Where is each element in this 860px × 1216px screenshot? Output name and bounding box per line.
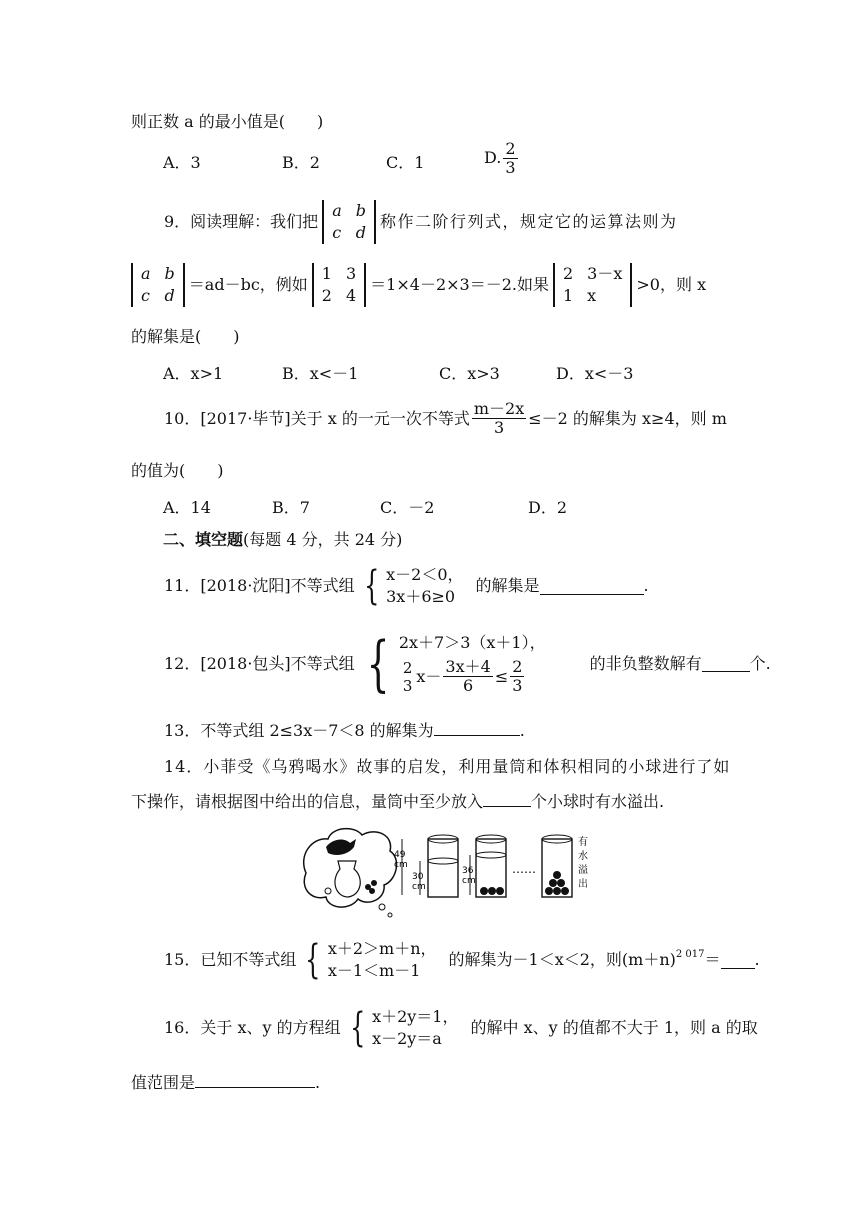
q11-tail: 的解集是: [475, 576, 540, 595]
label-overflow-3: 溢: [578, 865, 588, 876]
q11-system: [359, 564, 464, 608]
fraction-denominator: 3: [493, 418, 505, 437]
q15-lead: 15．已知不等式组: [164, 950, 297, 969]
fraction-3x4-6: [443, 658, 492, 695]
q8-stem: 则正数 a 的最小值是( ): [131, 112, 324, 131]
det-cell: d: [355, 223, 366, 242]
determinant-abcd: [322, 200, 376, 244]
fraction-2-3-rhs: [510, 658, 524, 695]
q9-intro-a: 9．阅读理解：我们把: [164, 212, 319, 231]
fraction-numerator: 2: [402, 658, 413, 677]
det-cell: b: [164, 264, 175, 283]
q12-tail: 的非负整数解有: [589, 653, 702, 673]
q12-end: 个.: [749, 653, 771, 673]
fraction-denominator: 6: [463, 676, 474, 695]
q9-line2: [131, 263, 706, 307]
q16-system: [345, 1006, 459, 1050]
q16-tail: 的解中 x、y 的值都不大于 1，则 a 的取: [470, 1018, 758, 1037]
q10-fraction: [472, 400, 526, 437]
q9-option-b: B．x<－1: [282, 364, 359, 383]
q9-example-result: ＝1×4－2×3＝－2.如果: [370, 275, 549, 294]
fraction-2-3: [401, 659, 415, 695]
det-cell: b: [355, 201, 366, 220]
fraction-numerator: 2: [505, 139, 516, 158]
q10-option-a: A．14: [163, 498, 211, 517]
q8-option-d-label: D.: [484, 148, 502, 167]
section2-note: (每题 4 分，共 24 分): [243, 530, 403, 549]
det-cell: a: [141, 264, 151, 283]
q15-equals: ＝: [704, 950, 721, 969]
q9-option-d: D．x<－3: [556, 364, 634, 383]
system-row: x＋2y＝1，: [372, 1007, 459, 1026]
determinant-condition: [553, 263, 632, 307]
system-row-2: [399, 658, 546, 695]
label-cm: cm: [394, 860, 408, 870]
label-49: 49: [394, 850, 406, 860]
q10-stem2: 的值为( ): [131, 461, 224, 480]
det-cell: 3: [345, 264, 357, 283]
fraction-denominator: 3: [512, 676, 523, 695]
q10-line1: [164, 400, 727, 437]
answer-blank[interactable]: [434, 719, 520, 736]
q13-text: 13．不等式组 2≤3x－7＜8 的解集为: [164, 721, 434, 740]
q16-line2: [131, 1071, 320, 1094]
q15-exponent: 2 017: [675, 949, 705, 960]
q16-lead: 16．关于 x、y 的方程组: [164, 1018, 341, 1037]
q12-system: [359, 628, 546, 699]
q14-line1: 14．小菲受《乌鸦喝水》故事的启发，利用量筒和体积相同的小球进行了如: [164, 757, 731, 776]
fraction-numerator: 3x＋4: [445, 657, 491, 676]
system-row: x－2y＝a: [372, 1029, 442, 1048]
q8-option-c: C．1: [386, 153, 425, 172]
det-cell: 3－x: [587, 264, 623, 283]
q15-line: [164, 938, 760, 982]
crow-icon: [326, 839, 356, 855]
q11-end: .: [643, 576, 649, 595]
left-brace: {: [305, 937, 321, 983]
cylinder-3: [542, 835, 572, 897]
q9-stem2: 的解集是( ): [131, 327, 240, 346]
q12-line: [164, 628, 771, 699]
fraction-denominator: 3: [402, 676, 413, 695]
thought-cloud-icon: [304, 829, 397, 907]
q8-option-a: A．3: [163, 153, 201, 172]
q10-option-c: C．－2: [380, 498, 435, 517]
system-term: x－: [416, 666, 442, 686]
system-term: ≤: [494, 666, 509, 686]
fraction-numerator: m－2x: [473, 399, 525, 418]
q14-line2-a: 下操作，请根据图中给出的信息，量筒中至少放入: [131, 792, 484, 811]
q16-line1: [164, 1006, 758, 1050]
det-cell: c: [332, 223, 342, 242]
pebble-icon: [371, 880, 377, 886]
det-cell: 4: [345, 286, 357, 305]
label-cm: cm: [462, 876, 476, 886]
q12-lead: 12．[2018·包头]不等式组: [164, 653, 355, 673]
cloud-bubble-icon: [388, 913, 392, 917]
system-row: 3x＋6≥0: [386, 587, 456, 606]
left-brace: {: [366, 628, 390, 699]
q10-option-b: B．7: [272, 498, 310, 517]
q9-option-a: A．x>1: [163, 364, 224, 383]
system-row: x－2＜0，: [386, 565, 464, 584]
q14-line2-b: 个小球时有水溢出.: [531, 792, 665, 811]
det-cell: 1: [321, 264, 332, 283]
q16-line2-text: 值范围是: [131, 1073, 196, 1092]
q15-system: [300, 938, 436, 982]
q8-option-b: B．2: [282, 153, 320, 172]
q11-line: [164, 564, 649, 608]
label-overflow-2: 水: [578, 851, 588, 862]
det-cell: 1: [562, 286, 574, 305]
system-row: x＋2＞m＋n，: [327, 939, 437, 958]
q8-option-d: [484, 140, 520, 177]
left-brace: {: [349, 1005, 365, 1051]
system-row: 2x＋7＞3（x＋1），: [398, 633, 546, 652]
det-cell: a: [332, 201, 342, 220]
q13-line: [164, 719, 525, 742]
q11-lead: 11．[2018·沈阳]不等式组: [164, 576, 355, 595]
section2-title: 二、填空题: [163, 530, 244, 549]
fraction-denominator: 3: [505, 158, 516, 177]
answer-blank[interactable]: [483, 790, 531, 807]
q10-stem-b: ≤－2 的解集为 x≥4，则 m: [528, 408, 727, 428]
q15-tail: 的解集为－1＜x＜2，则(m＋n): [448, 950, 676, 969]
q8-option-d-fraction: [503, 140, 517, 177]
q13-end: .: [519, 721, 525, 740]
answer-blank[interactable]: [540, 578, 644, 595]
left-brace: {: [363, 563, 380, 609]
q9-option-c: C．x>3: [439, 364, 500, 383]
cylinder-1: [428, 835, 458, 897]
q15-end: .: [754, 950, 760, 969]
determinant-abcd-rule: [131, 263, 185, 307]
label-overflow-4: 出: [578, 879, 588, 890]
q10-stem-a: 10．[2017·毕节]关于 x 的一元一次不等式: [164, 408, 470, 428]
label-30: 30: [412, 872, 424, 882]
q9-line1: [164, 200, 730, 244]
det-cell: d: [164, 286, 175, 305]
cloud-bubble-icon: [379, 904, 385, 910]
fraction-numerator: 2: [512, 657, 523, 676]
answer-blank[interactable]: [195, 1071, 315, 1088]
q9-rule: ＝ad－bc，例如: [188, 275, 308, 294]
q16-end: .: [315, 1073, 321, 1092]
q14-figure: [298, 825, 590, 920]
determinant-example: [312, 263, 366, 307]
label-overflow-1: 有: [578, 837, 588, 848]
label-cm: cm: [412, 882, 426, 892]
label-36: 36: [462, 866, 474, 876]
answer-blank[interactable]: [721, 952, 755, 969]
det-cell: 2: [562, 264, 574, 283]
system-row: x－1＜m－1: [327, 961, 421, 980]
q10-option-d: D．2: [528, 498, 568, 517]
ellipsis: ……: [512, 862, 536, 876]
q14-line2: [131, 790, 664, 813]
q9-cond-tail: >0，则 x: [636, 275, 707, 294]
det-cell: c: [141, 286, 150, 305]
section2-heading: [163, 529, 402, 551]
pebble-icon: [325, 888, 331, 894]
det-cell: 2: [321, 286, 332, 305]
cylinder-2: [476, 835, 506, 897]
det-cell: x: [587, 286, 597, 305]
q9-intro-b: 称作二阶行列式，规定它的运算法则为: [379, 212, 678, 231]
pebble-icon: [369, 888, 375, 894]
answer-blank[interactable]: [702, 655, 750, 672]
pitcher-icon: [335, 861, 360, 897]
